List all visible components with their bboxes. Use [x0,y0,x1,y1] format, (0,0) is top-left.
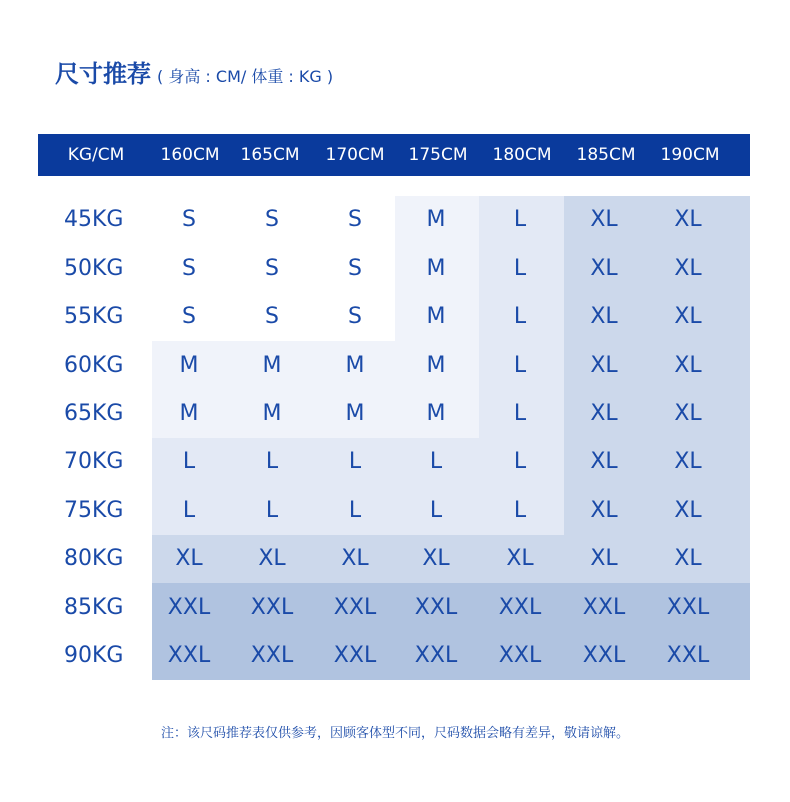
row-label-weight: 65KG [64,401,124,426]
size-cell: M [229,341,314,390]
size-cell: XXL [647,583,750,632]
size-cell: L [479,196,564,244]
size-cell: XXL [314,632,395,680]
row-label-weight: 75KG [64,498,124,523]
size-cell: XXL [564,632,647,680]
size-cell: XL [647,535,750,583]
size-cell: XL [647,438,750,486]
row-label-weight: 55KG [64,304,124,329]
size-cell: XL [564,390,647,438]
header-height-190cm: 190CM [660,145,720,165]
row-label-weight: 80KG [64,546,124,571]
size-cell: XL [647,196,750,244]
size-cell: XL [647,390,750,438]
size-cell: M [229,390,314,438]
size-cell: L [229,486,314,535]
size-cell: XXL [479,583,564,632]
size-cell: M [395,293,479,341]
size-cell: M [395,244,479,293]
size-cell: XXL [152,632,229,680]
disclaimer-note: 注：该尺码推荐表仅供参考，因顾客体型不同，尺码数据会略有差异，敬请谅解。 [160,726,629,741]
size-cell: M [395,196,479,244]
size-cell: XL [564,293,647,341]
size-cell: S [314,293,395,341]
header-height-180cm: 180CM [492,145,552,165]
size-cell: XXL [647,632,750,680]
size-cell: XL [479,535,564,583]
size-cell: XL [395,535,479,583]
size-cell: L [479,390,564,438]
size-cell: L [152,438,229,486]
size-cell: XL [647,293,750,341]
row-label-weight: 85KG [64,595,124,620]
row-label-weight: 50KG [64,256,124,281]
header-label-kg-cm: KG/CM [67,145,125,165]
size-cell: XXL [314,583,395,632]
page-title [55,54,333,89]
row-label-weight: 70KG [64,449,124,474]
size-cell: XXL [395,583,479,632]
size-cell: M [314,341,395,390]
size-cell: L [479,244,564,293]
header-height-160cm: 160CM [160,145,220,165]
header-height-170cm: 170CM [325,145,385,165]
size-cell: S [314,244,395,293]
size-cell: L [395,486,479,535]
size-cell: XXL [152,583,229,632]
size-cell: XL [229,535,314,583]
size-cell: XL [564,486,647,535]
row-label-weight: 45KG [64,207,124,232]
size-table-header [38,134,750,176]
title-main: 尺寸推荐 [55,60,151,88]
size-cell: XL [564,535,647,583]
size-cell: S [229,293,314,341]
size-cell: M [314,390,395,438]
size-cell: XL [647,341,750,390]
size-cell: L [479,293,564,341]
size-cell: L [395,438,479,486]
size-cell: L [479,341,564,390]
size-cell: S [152,293,229,341]
size-cell: S [229,196,314,244]
size-cell: XXL [479,632,564,680]
size-cell: XXL [395,632,479,680]
size-cell: S [152,244,229,293]
size-cell: XL [564,196,647,244]
size-cell: XL [314,535,395,583]
size-cell: XXL [229,583,314,632]
size-cell: S [152,196,229,244]
header-height-185cm: 185CM [576,145,636,165]
size-cell: L [314,438,395,486]
size-cell: XXL [229,632,314,680]
size-cell: M [395,341,479,390]
size-cell: XL [647,486,750,535]
size-cell: S [314,196,395,244]
size-cell: L [479,486,564,535]
size-cell: L [152,486,229,535]
size-cell: M [395,390,479,438]
row-label-weight: 90KG [64,643,124,668]
size-cell: L [229,438,314,486]
size-cell: XL [564,438,647,486]
size-cell: L [314,486,395,535]
header-height-175cm: 175CM [408,145,468,165]
size-cell: XL [647,244,750,293]
size-cell: XL [564,244,647,293]
size-cell: M [152,390,229,438]
size-cell: XL [564,341,647,390]
title-subtitle: ( 身高 : CM/ 体重 : KG ) [157,67,334,86]
size-cell: M [152,341,229,390]
row-label-weight: 60KG [64,353,124,378]
size-cell: L [479,438,564,486]
size-cell: S [229,244,314,293]
size-cell: XXL [564,583,647,632]
header-height-165cm: 165CM [240,145,300,165]
size-cell: XL [152,535,229,583]
